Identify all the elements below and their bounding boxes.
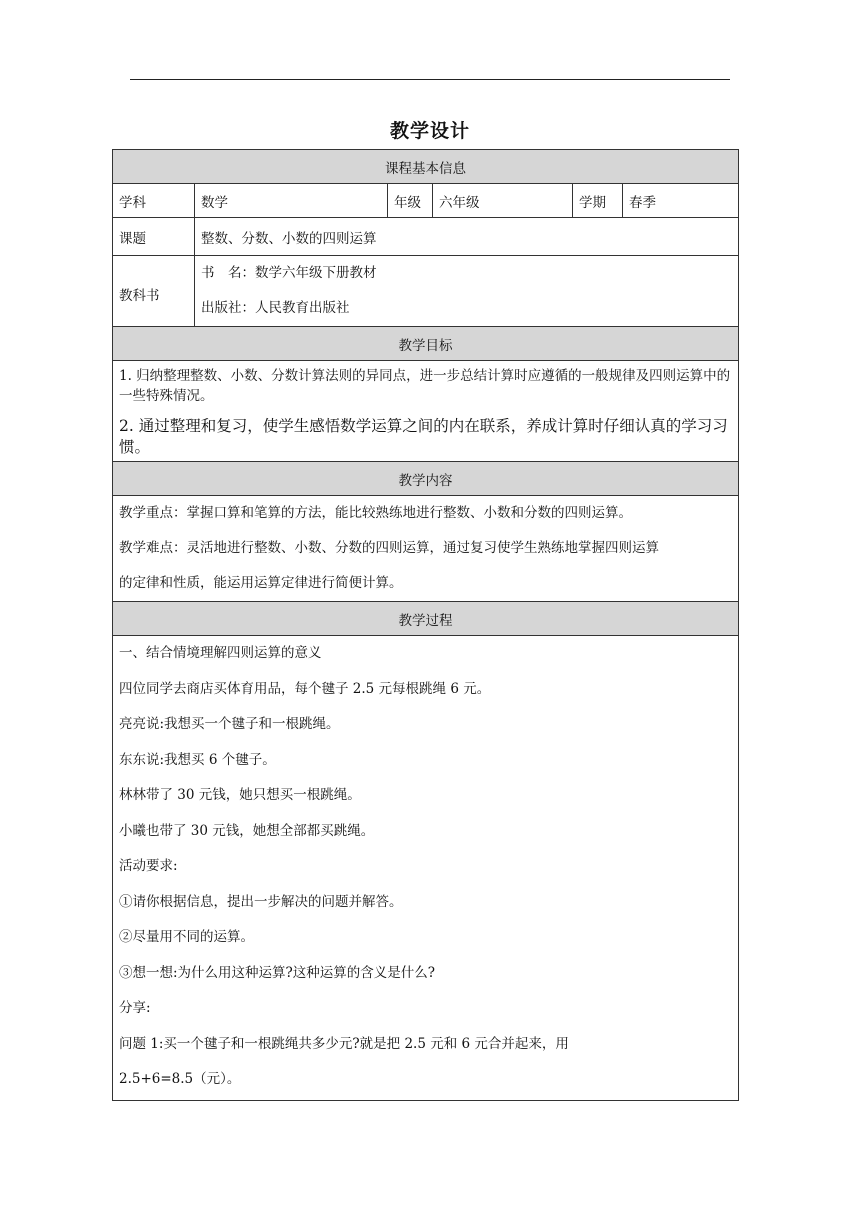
content-header-row xyxy=(113,462,739,496)
objectives-row xyxy=(113,361,739,462)
basic-info-header-row xyxy=(113,150,739,184)
textbook-name: 书 名：数学六年级下册教材 xyxy=(201,265,377,281)
lesson-plan-table xyxy=(112,149,739,1101)
objectives-heading: 教学目标 xyxy=(113,327,739,361)
process-heading: 教学过程 xyxy=(113,602,739,636)
grade-value: 六年级 xyxy=(433,184,573,218)
process-line: 亮亮说:我想买一个毽子和一根跳绳。 xyxy=(119,716,340,732)
header-rule xyxy=(130,79,730,80)
process-line: 东东说:我想买 6 个毽子。 xyxy=(119,751,276,768)
textbook-label: 教科书 xyxy=(113,256,195,327)
term-label: 学期 xyxy=(573,184,623,218)
difficult-point-line-2: 的定律和性质，能运用运算定律进行简便计算。 xyxy=(119,575,403,591)
document-title: 教学设计 xyxy=(389,120,470,142)
objective-item-2: 2. 通过整理和复习，使学生感悟数学运算之间的内在联系，养成计算时仔细认真的学习习惯。 xyxy=(119,417,728,456)
subject-label: 学科 xyxy=(113,184,195,218)
subject-value: 数学 xyxy=(195,184,388,218)
topic-label: 课题 xyxy=(113,218,195,256)
objectives-header-row xyxy=(113,327,739,361)
process-header-row xyxy=(113,602,739,636)
topic-value: 整数、分数、小数的四则运算 xyxy=(195,218,739,256)
content-row xyxy=(113,496,739,602)
objective-item-1: 1. 归纳整理整数、小数、分数计算法则的异同点，进一步总结计算时应遵循的一般规律及四则运算中的一些特殊情况。 xyxy=(119,368,731,404)
process-line: 四位同学去商店买体育用品，每个毽子 2.5 元每根跳绳 6 元。 xyxy=(119,680,491,697)
term-value: 春季 xyxy=(623,184,739,218)
process-line: 2.5+6=8.5（元）。 xyxy=(119,1071,241,1087)
process-line: 一、结合情境理解四则运算的意义 xyxy=(119,645,322,661)
process-row xyxy=(113,636,739,1101)
textbook-publisher: 出版社：人民教育出版社 xyxy=(201,300,350,316)
content-heading: 教学内容 xyxy=(113,462,739,496)
process-line: ①请你根据信息，提出一步解决的问题并解答。 xyxy=(119,893,403,910)
grade-label: 年级 xyxy=(388,184,433,218)
difficult-point-line-1: 教学难点：灵活地进行整数、小数、分数的四则运算，通过复习使学生熟练地掌握四则运算 xyxy=(119,540,659,556)
process-line: 小曦也带了 30 元钱，她想全部都买跳绳。 xyxy=(119,822,375,839)
topic-row xyxy=(113,218,739,256)
key-point: 教学重点：掌握口算和笔算的方法，能比较熟练地进行整数、小数和分数的四则运算。 xyxy=(119,505,632,521)
subject-row xyxy=(113,184,739,218)
basic-info-heading: 课程基本信息 xyxy=(113,150,739,184)
process-line: ③想一想:为什么用这种运算?这种运算的含义是什么? xyxy=(119,964,436,981)
process-line: 分享: xyxy=(119,1000,151,1016)
process-line: ②尽量用不同的运算。 xyxy=(119,929,254,945)
process-line: 活动要求: xyxy=(119,858,178,874)
process-line: 问题 1:买一个毽子和一根跳绳共多少元?就是把 2.5 元和 6 元合并起来，用 xyxy=(119,1035,569,1052)
process-line: 林林带了 30 元钱，她只想买一根跳绳。 xyxy=(119,787,361,803)
textbook-row xyxy=(113,256,739,327)
